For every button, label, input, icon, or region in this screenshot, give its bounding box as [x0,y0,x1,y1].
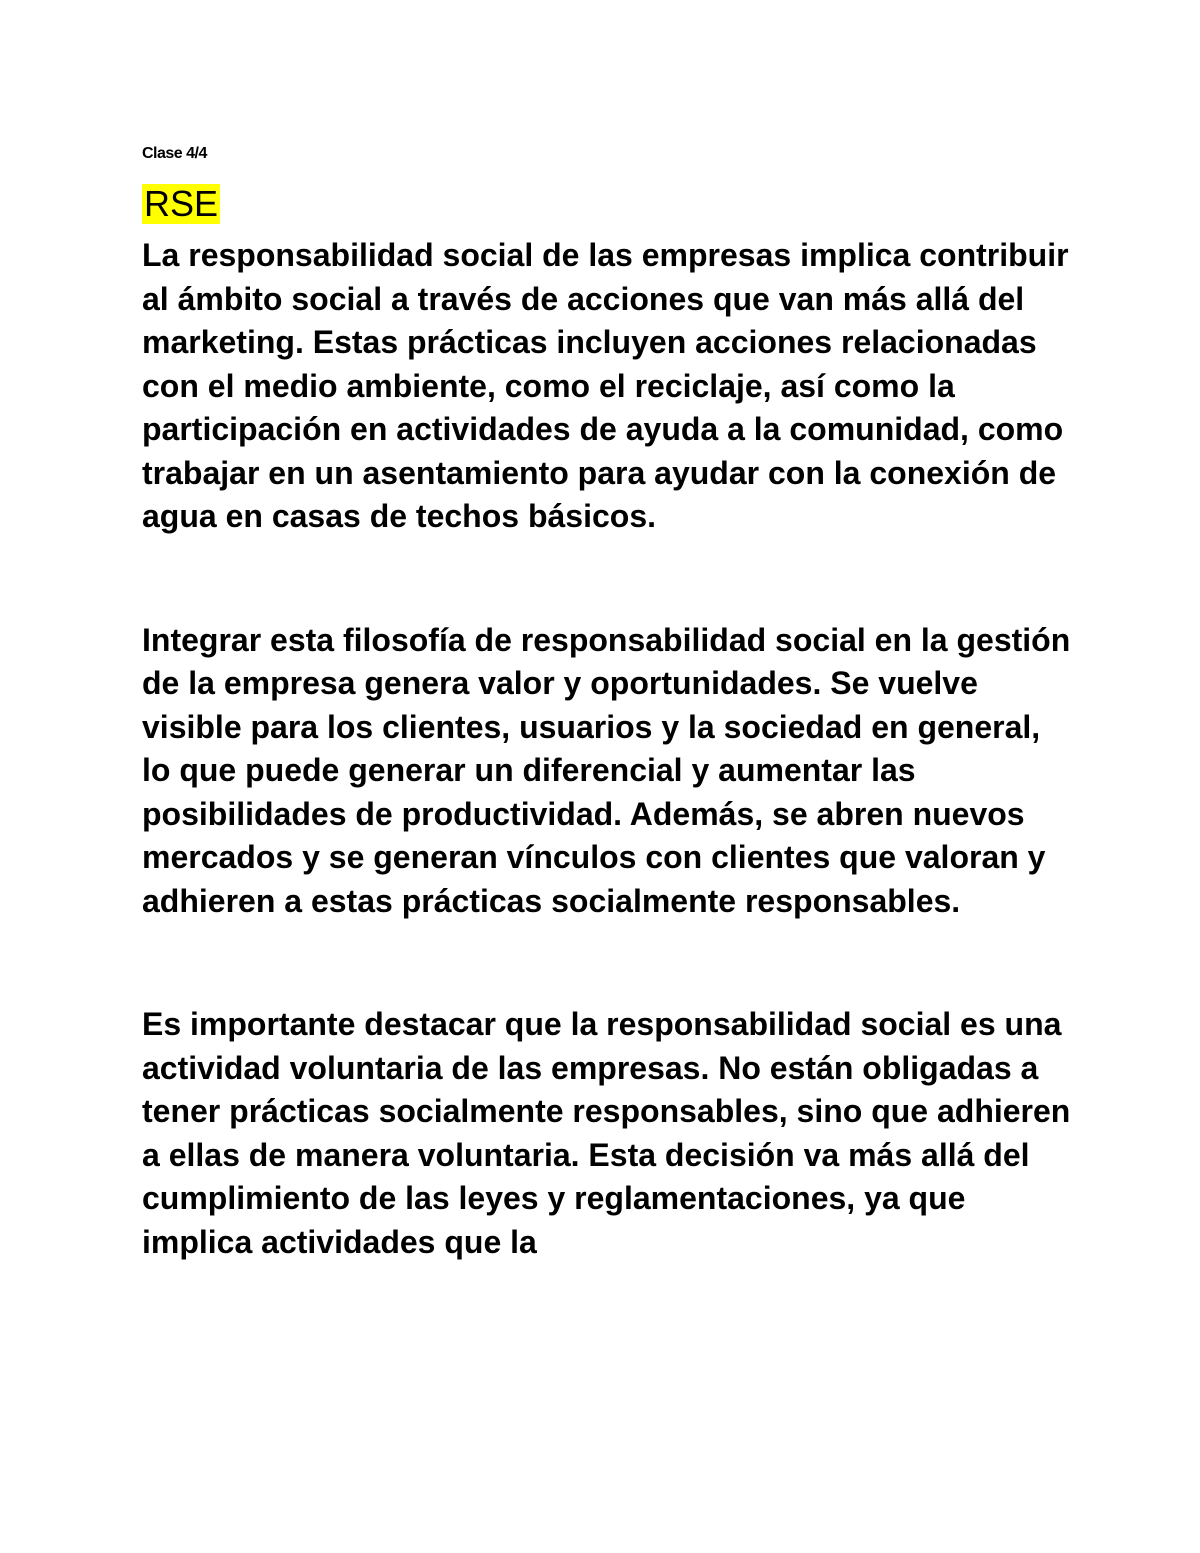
document-title: RSE [144,183,219,224]
paragraph-3: Es importante destacar que la responsabilidad social es una actividad voluntaria de las empresas. No están obligadas a tener prácticas socialmente responsables, sino que adhieren a ellas de manera voluntaria. Esta decisión va más allá del cumplimiento de las leyes y reglamentaciones, ya que implica actividades que la [142,1006,1071,1260]
paragraph-1: La responsabilidad social de las empresas implica contribuir al ámbito social a través de acciones que van más allá del marketing. Estas prácticas incluyen acciones relacionadas con el medio ambiente, como el reciclaje, así como la participación en actividades de ayuda a la comunidad, como trabajar en un asentamiento para ayudar con la conexión de agua en casas de techos básicos. [142,237,1069,534]
paragraph-2: Integrar esta filosofía de responsabilidad social en la gestión de la empresa genera valor y oportunidades. Se vuelve visible para los clientes, usuarios y la sociedad en general, lo que puede generar un diferencial y aumentar las posibilidades de productividad. Además, se abren nuevos mercados y se generan vínculos con clientes que valoran y adhieren a estas prácticas socialmente responsables. [142,621,1071,919]
class-label: Clase 4/4 [142,145,207,162]
document-content [142,140,1072,1264]
